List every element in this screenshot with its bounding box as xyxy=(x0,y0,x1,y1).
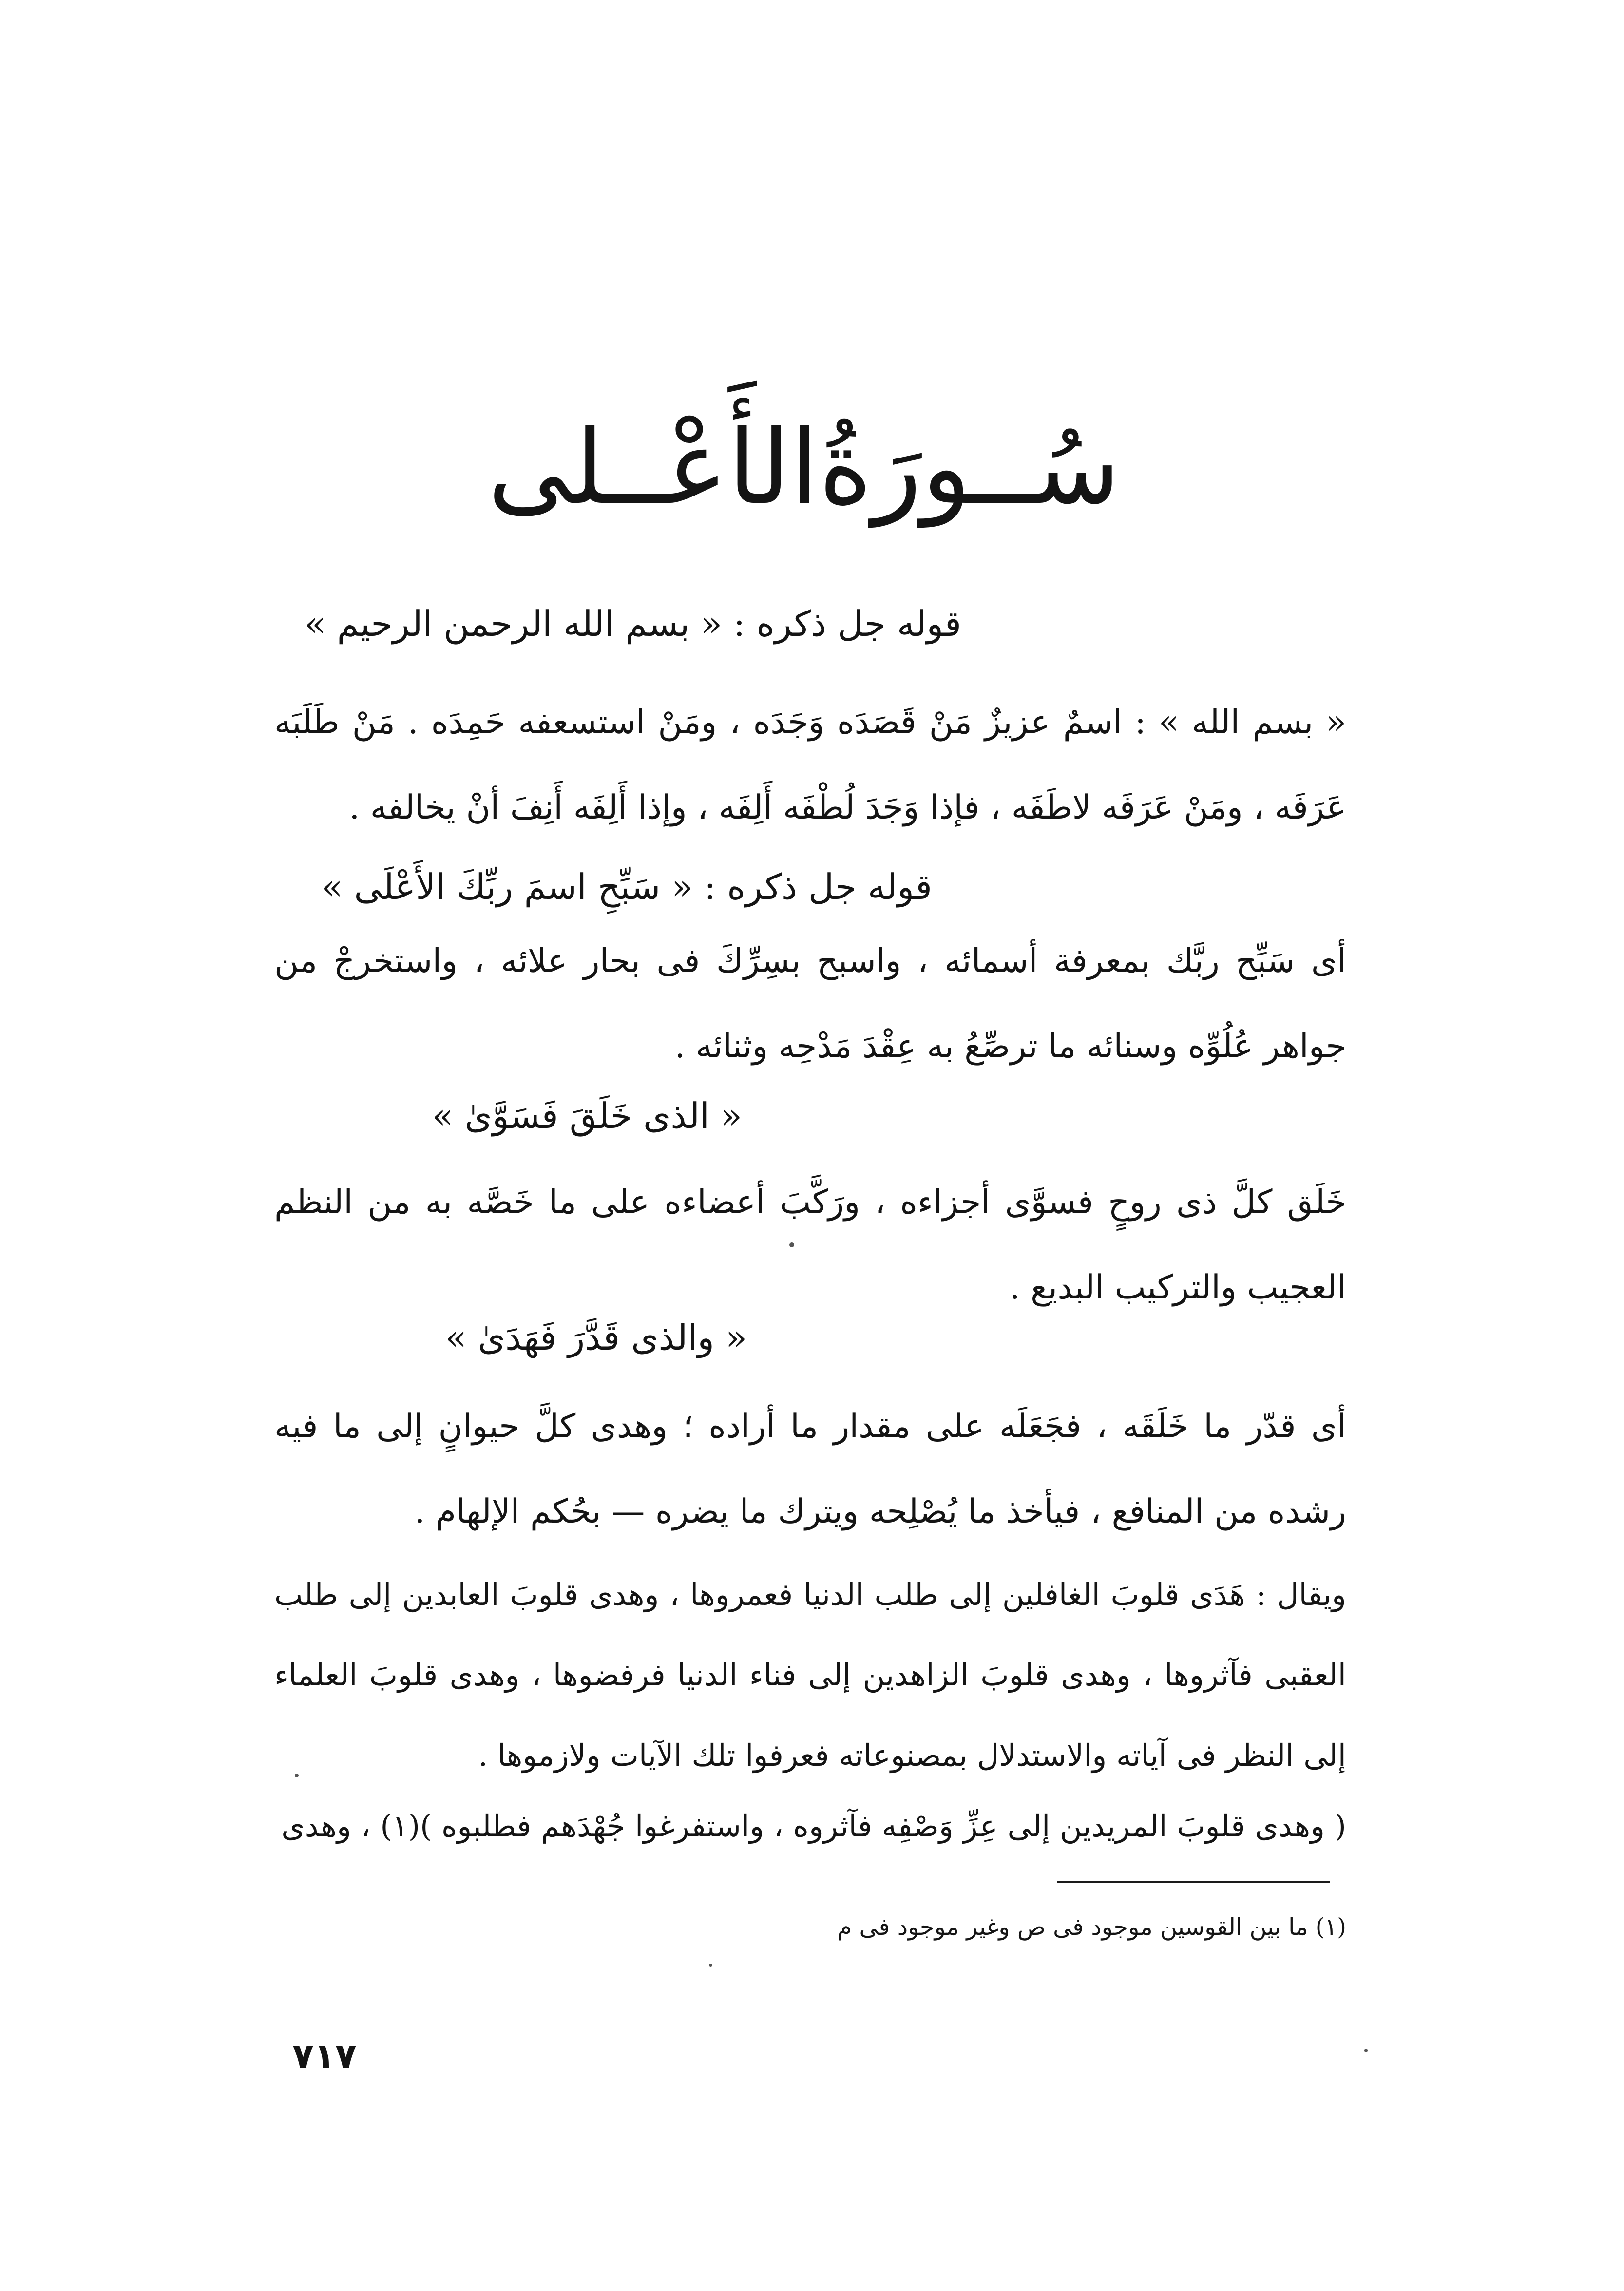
commentary-paragraph: أى قدّر ما خَلَقَه ، فجَعَلَه على مقدار ما أراده ؛ وهدى كلَّ حيوانٍ إلى ما فيه رشده من المنافع ، فيأخذ ما يُصْلِحه ويترك ما يضره — بحُكم الإلهام . xyxy=(274,1407,1346,1531)
commentary-paragraph: « بسم الله » : اسمٌ عزيزٌ مَنْ قَصَدَه وَجَدَه ، ومَنْ استسعفه حَمِدَه . مَنْ طَلَبَه عَرَفَه ، ومَنْ عَرَفَه لاطَفَه ، فإذا وَجَدَ لُطْفَه أَلِفَه ، وإذا أَلِفَه أَنِفَ أنْ يخالفه . xyxy=(274,703,1346,827)
commentary-paragraph: ( وهدى قلوبَ المريدين إلى عِزِّ وَصْفِه فآثروه ، واستفرغوا جُهْدَهم فطلبوه )(١) ، وهدى xyxy=(281,1808,1346,1844)
scan-speck xyxy=(295,1774,299,1777)
verse-heading: قوله جل ذكره : « سَبِّحِ اسمَ ربِّكَ الأَعْلَى » xyxy=(321,866,932,907)
commentary-paragraph: أى سَبِّح ربَّك بمعرفة أسمائه ، واسبح بسِرِّكَ فى بحار علائه ، واستخرجْ من جواهر عُلُوِّه وسنائه ما ترصِّعُ به عِقْدَ مَدْحِه وثنائه . xyxy=(274,942,1346,1066)
verse-heading: « الذى خَلَقَ فَسَوَّىٰ » xyxy=(432,1095,742,1136)
commentary-paragraph: ويقال : هَدَى قلوبَ الغافلين إلى طلب الدنيا فعمروها ، وهدى قلوبَ العابدين إلى طلب العقبى فآثروها ، وهدى قلوبَ الزاهدين إلى فناء الدنيا فرفضوها ، وهدى قلوبَ العلماء إلى النظر فى آياته والاستدلال بمصنوعاته فعرفوا تلك الآيات ولازموها . xyxy=(274,1577,1346,1773)
verse-heading: قوله جل ذكره : « بسم الله الرحمن الرحيم » xyxy=(304,603,961,644)
surah-title: سُــورَةُالأَعْــلى xyxy=(487,408,1121,527)
scan-speck xyxy=(1364,2049,1368,2052)
commentary-paragraph: خَلَق كلَّ ذى روحٍ فسوَّى أجزاءه ، ورَكَّبَ أعضاءه على ما خَصَّه به من النظم العجيب والتركيب البديع . xyxy=(274,1183,1346,1307)
verse-heading: « والذى قَدَّرَ فَهَدَىٰ » xyxy=(445,1317,747,1358)
page-number: ٧١٧ xyxy=(292,2036,357,2077)
scan-speck xyxy=(709,1964,712,1967)
footnote: (١) ما بين القوسين موجود فى ص وغير موجود فى م xyxy=(837,1913,1346,1941)
footnote-separator xyxy=(1057,1881,1330,1883)
scan-speck xyxy=(789,1242,794,1247)
